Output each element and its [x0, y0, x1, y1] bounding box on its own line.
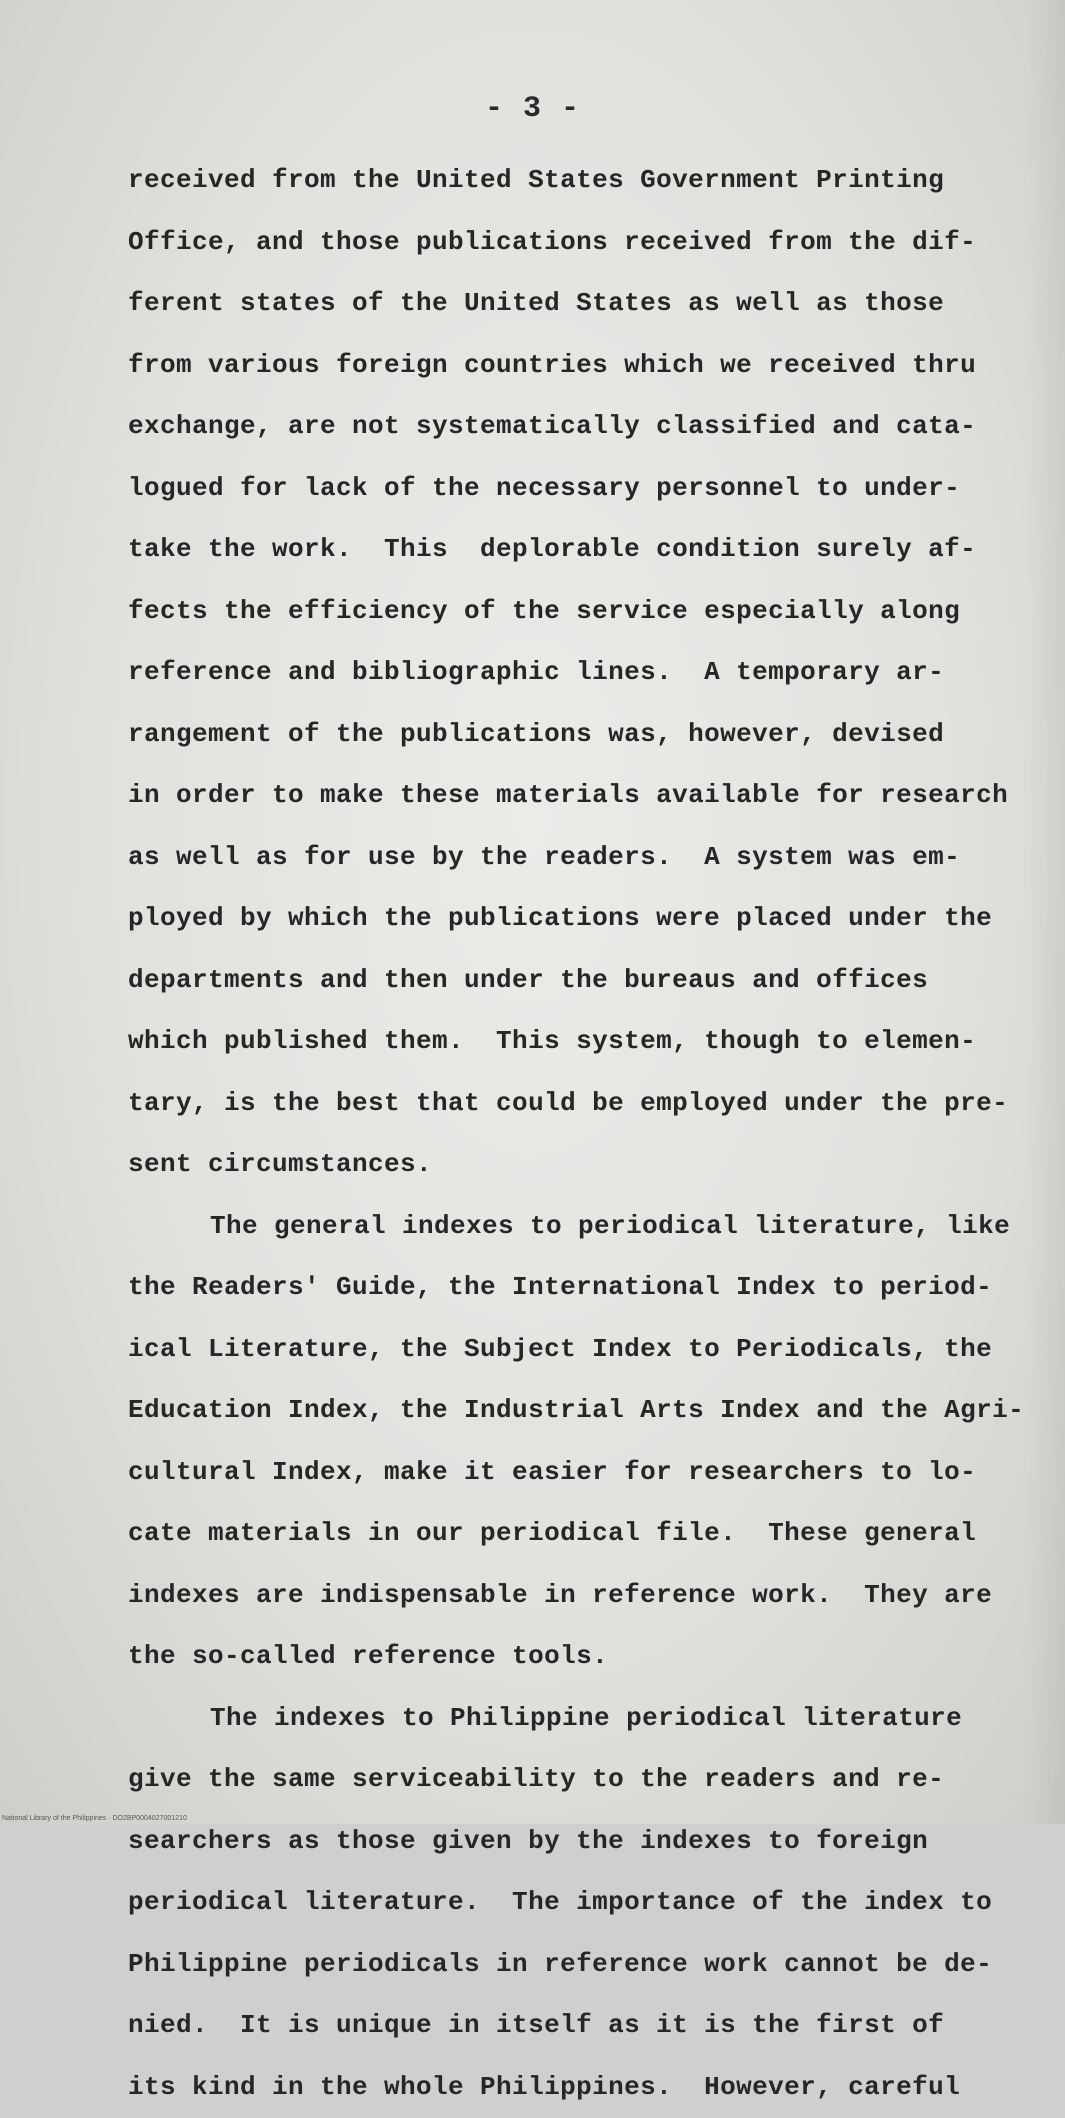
paragraph-start-line: The general indexes to periodical literature, like — [128, 1196, 1008, 1258]
text-line: cultural Index, make it easier for researchers to lo- — [128, 1442, 1008, 1504]
text-line: ical Literature, the Subject Index to Periodicals, the — [128, 1319, 1008, 1381]
text-line: its kind in the whole Philippines. However, careful — [128, 2057, 1008, 2118]
paragraph-start-line: The indexes to Philippine periodical literature — [128, 1688, 1008, 1750]
text-line: tary, is the best that could be employed under the pre- — [128, 1073, 1008, 1135]
text-line: Philippine periodicals in reference work cannot be de- — [128, 1934, 1008, 1996]
page-edge-shadow — [1025, 0, 1065, 1824]
text-line: as well as for use by the readers. A system was em- — [128, 827, 1008, 889]
text-line: periodical literature. The importance of the index to — [128, 1872, 1008, 1934]
page-number: - 3 - — [0, 92, 1065, 126]
text-line: indexes are indispensable in reference work. They are — [128, 1565, 1008, 1627]
text-line: give the same serviceability to the readers and re- — [128, 1749, 1008, 1811]
text-line: received from the United States Government Printing — [128, 150, 1008, 212]
text-line: Education Index, the Industrial Arts Index and the Agri- — [128, 1380, 1008, 1442]
text-line: cate materials in our periodical file. These general — [128, 1503, 1008, 1565]
text-line: sent circumstances. — [128, 1134, 1008, 1196]
body-text — [128, 150, 1008, 2118]
archive-credit: National Library of the Philippines · DO2BP0004027001210 — [2, 1815, 187, 1822]
text-line: departments and then under the bureaus and offices — [128, 950, 1008, 1012]
text-line: the Readers' Guide, the International Index to period- — [128, 1257, 1008, 1319]
text-line: exchange, are not systematically classified and cata- — [128, 396, 1008, 458]
text-line: in order to make these materials available for research — [128, 765, 1008, 827]
text-line: ferent states of the United States as well as those — [128, 273, 1008, 335]
text-line: take the work. This deplorable condition surely af- — [128, 519, 1008, 581]
text-line: fects the efficiency of the service especially along — [128, 581, 1008, 643]
text-line: which published them. This system, though to elemen- — [128, 1011, 1008, 1073]
text-line: from various foreign countries which we received thru — [128, 335, 1008, 397]
text-line: nied. It is unique in itself as it is the first of — [128, 1995, 1008, 2057]
text-line: the so-called reference tools. — [128, 1626, 1008, 1688]
text-line: rangement of the publications was, however, devised — [128, 704, 1008, 766]
text-line: logued for lack of the necessary personnel to under- — [128, 458, 1008, 520]
text-line: ployed by which the publications were placed under the — [128, 888, 1008, 950]
text-line: Office, and those publications received from the dif- — [128, 212, 1008, 274]
text-line: searchers as those given by the indexes to foreign — [128, 1811, 1008, 1873]
text-line: reference and bibliographic lines. A temporary ar- — [128, 642, 1008, 704]
